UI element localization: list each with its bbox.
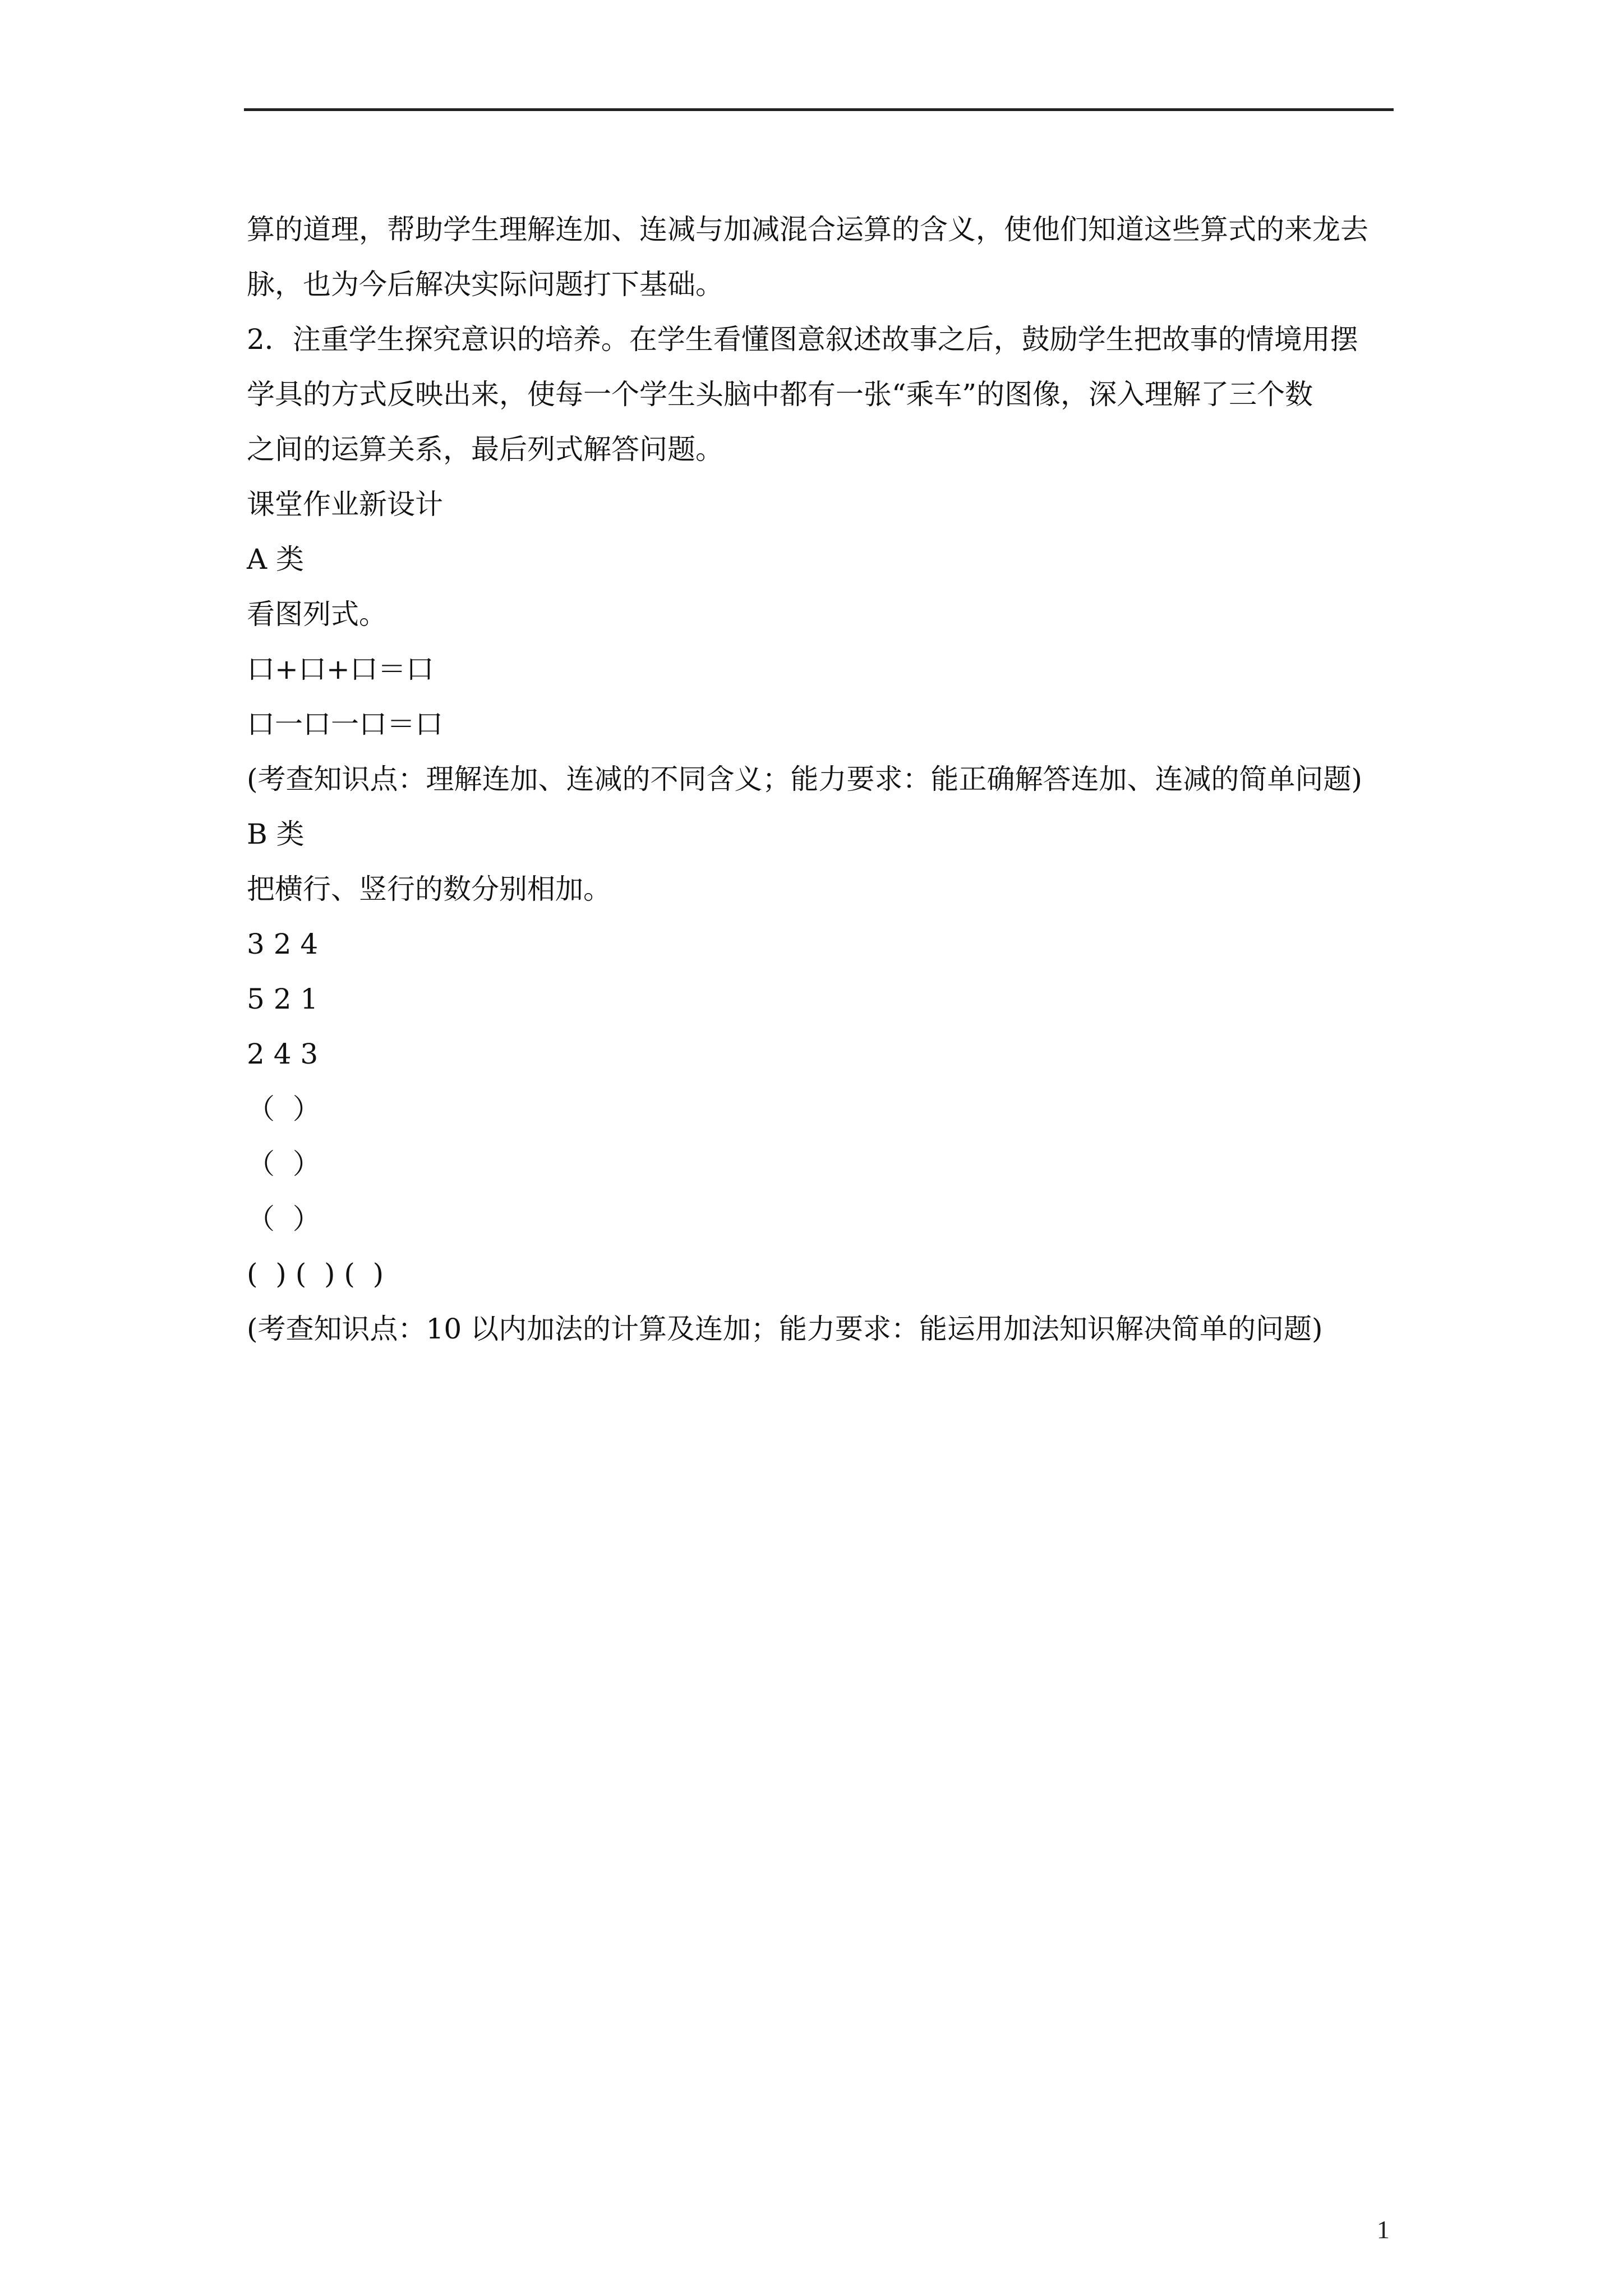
text-line: 脉，也为今后解决实际问题打下基础。 — [247, 268, 723, 301]
answer-blank-row: ( ) ( ) ( ) — [247, 1258, 384, 1290]
number-grid-row: 3 2 4 — [247, 928, 319, 960]
equation-line: 口一口一口＝口 — [247, 708, 443, 740]
category-label: A 类 — [247, 543, 305, 576]
header-rule — [244, 108, 1394, 111]
page-number: 1 — [1377, 2215, 1390, 2244]
knowledge-note: (考查知识点：理解连加、连减的不同含义；能力要求：能正确解答连加、连减的简单问题) — [247, 763, 1363, 795]
text-line: 之间的运算关系，最后列式解答问题。 — [247, 433, 723, 466]
equation-line: 口+口+口＝口 — [247, 653, 434, 685]
knowledge-note: (考查知识点：10 以内加法的计算及连加；能力要求：能运用加法知识解决简单的问题) — [247, 1313, 1323, 1345]
section-heading: 课堂作业新设计 — [247, 488, 443, 521]
text-line: 学具的方式反映出来，使每一个学生头脑中都有一张“乘车”的图像，深入理解了三个数 — [247, 378, 1313, 411]
text-line: 算的道理，帮助学生理解连加、连减与加减混合运算的含义，使他们知道这些算式的来龙去 — [247, 213, 1368, 246]
exercise-instruction: 看图列式。 — [247, 598, 387, 631]
number-grid-row: 5 2 1 — [247, 983, 319, 1015]
answer-blank: （ ） — [247, 1148, 321, 1180]
answer-blank: （ ） — [247, 1093, 321, 1125]
answer-blank: （ ） — [247, 1203, 321, 1235]
category-label: B 类 — [247, 818, 305, 850]
number-grid-row: 2 4 3 — [247, 1038, 319, 1070]
exercise-instruction: 把横行、竖行的数分别相加。 — [247, 873, 611, 905]
text-line: 2．注重学生探究意识的培养。在学生看懂图意叙述故事之后，鼓励学生把故事的情境用摆 — [247, 323, 1358, 356]
body-text — [247, 202, 1396, 1356]
